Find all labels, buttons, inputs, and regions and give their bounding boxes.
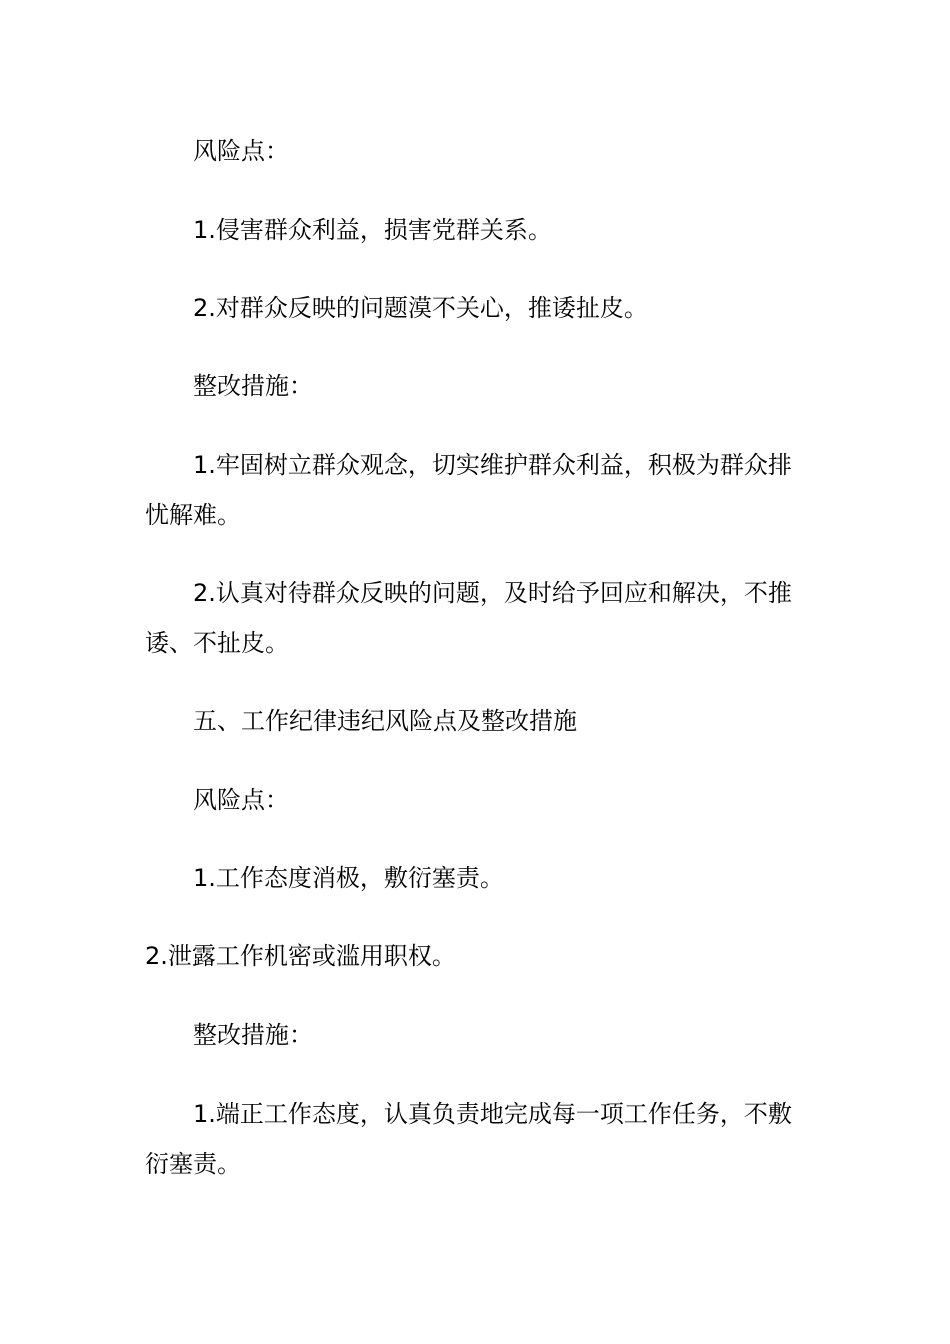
paragraph-measures-heading-2: 整改措施： (193, 1021, 313, 1049)
paragraph-risk-item-3: 1.工作态度消极，敷衍塞责。 (193, 864, 504, 892)
section-heading-five: 五、工作纪律违纪风险点及整改措施 (193, 707, 577, 735)
paragraph-risk-item-4: 2.泄露工作机密或滥用职权。 (145, 942, 456, 970)
paragraph-measure-item-3: 1.端正工作态度，认真负责地完成每一项工作任务，不敷衍塞责。 (145, 1100, 792, 1178)
paragraph-measure-item-1: 1.牢固树立群众观念，切实维护群众利益，积极为群众排忧解难。 (145, 451, 792, 529)
paragraph-risk-heading-1: 风险点： (193, 137, 289, 165)
paragraph-risk-heading-2: 风险点： (193, 786, 289, 814)
paragraph-risk-item-2: 2.对群众反映的问题漠不关心，推诿扯皮。 (193, 294, 648, 322)
paragraph-measure-item-2: 2.认真对待群众反映的问题，及时给予回应和解决，不推诿、不扯皮。 (145, 579, 792, 657)
paragraph-measures-heading-1: 整改措施： (193, 372, 313, 400)
paragraph-risk-item-1: 1.侵害群众利益，损害党群关系。 (193, 216, 552, 244)
